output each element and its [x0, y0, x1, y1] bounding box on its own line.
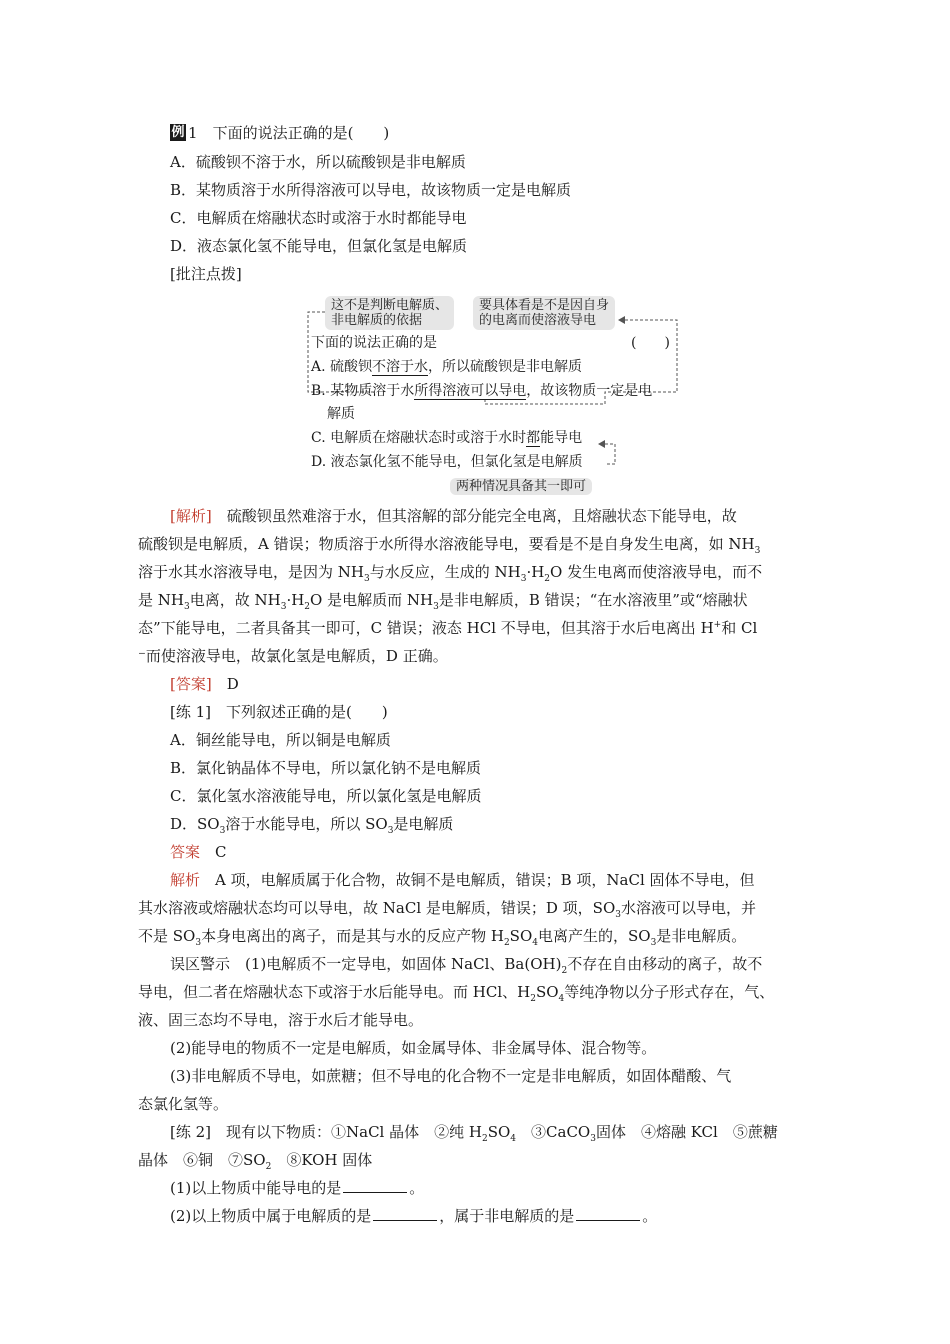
figure-stem: 下面的说法正确的是: [311, 335, 437, 351]
analysis-line-6: ⁻而使溶液导电，故氯化氢是电解质，D 正确。: [138, 647, 448, 665]
figure-option-d: D. 液态氯化氢不能导电，但氯化氢是电解质: [311, 454, 583, 470]
figure-option-b: B. 某物质溶于水所得溶液可以导电，故该物质一定是电: [311, 383, 653, 399]
answer-blank-electrolyte[interactable]: [373, 1206, 437, 1221]
analysis-line-4: 是 $NH_3$电离，故 $NH_3\cdot H_2O$ 是电解质而 $NH_3$是非电解质，B 错误；“在水溶液里”或“熔融状: [138, 591, 748, 612]
practice1-analysis-3: 不是 $SO_3$本身电离出的离子，而是其与水的反应产物 $H_2SO_4$电离产生的，$SO_3$是非电解质。: [138, 927, 747, 948]
answer-blank-nonelectrolyte[interactable]: [576, 1206, 640, 1221]
practice1-option-b: B．氯化钠晶体不导电，所以氯化钠不是电解质: [170, 759, 482, 777]
practice2-line-2: 晶体 ⑥铜 $⑦SO_2$ ⑧KOH 固体: [138, 1151, 373, 1172]
analysis-line-1: [解析] 硫酸钡虽然难溶于水，但其溶解的部分能完全电离，且熔融状态下能导电，故: [170, 507, 737, 525]
analysis-line-2: 硫酸钡是电解质，A 错误；物质溶于水所得水溶液能导电，要看是不是自身发生电离，如 $NH_3$: [138, 535, 761, 556]
practice1-stem: [练 1] 下列叙述正确的是( ): [170, 703, 388, 721]
example-option-c: C．电解质在熔融状态时或溶于水时都能导电: [170, 209, 467, 227]
bubble-self-ionization: 要具体看是不是因自身 的电离而使溶液导电: [473, 296, 615, 330]
arrowhead-right: [618, 316, 625, 324]
example-tag: 例: [171, 125, 185, 140]
warning-line-4: (2)能导电的物质不一定是电解质，如金属导体、非金属导体、混合物等。: [170, 1039, 657, 1057]
warning-line-1: 误区警示 (1)电解质不一定导电，如固体 NaCl、$Ba(OH)_2$不存在自由移动的离子，故不: [170, 955, 763, 976]
warning-line-2: 导电，但二者在熔融状态下或溶于水后能导电。而 HCl、$H_2SO_4$等纯净物以分子形式存在，气、: [138, 983, 775, 1004]
figure-option-c: C. 电解质在熔融状态时或溶于水时都能导电: [311, 430, 583, 446]
practice1-option-a: A．铜丝能导电，所以铜是电解质: [170, 731, 391, 749]
warning-line-6: 态氯化氢等。: [138, 1095, 229, 1113]
analysis-line-5: 态”下能导电，二者具备其一即可，C 错误；液态 HCl 不导电，但其溶于水后电离出 H+和 Cl: [138, 619, 758, 637]
practice2-line-1: [练 2] 现有以下物质：①NaCl 晶体 ②纯 $H_2SO_4$ ③CaCO$_3$固体 ④熔融 KCl ⑤蔗糖: [170, 1123, 778, 1144]
practice1-analysis-1: 解析 A 项，电解质属于化合物，故铜不是电解质，错误；B 项，NaCl 固体不导电，但: [170, 871, 755, 889]
practice1-analysis-2: 其水溶液或熔融状态均可以导电，故 NaCl 是电解质，错误；D 项，$SO_3$水溶液可以导电，并: [138, 899, 756, 920]
practice1-answer: 答案 C: [170, 843, 227, 861]
example-option-b: B．某物质溶于水所得溶液可以导电，故该物质一定是电解质: [170, 181, 572, 199]
answer-blank-conductive[interactable]: [343, 1178, 407, 1193]
warning-line-3: 液、固三态均不导电，溶于水后才能导电。: [138, 1011, 424, 1029]
practice1-option-c: C．氯化氢水溶液能导电，所以氯化氢是电解质: [170, 787, 482, 805]
figure-paren: ( ): [631, 335, 670, 351]
answer-1: [答案] D: [170, 675, 239, 693]
bubble-either-case: 两种情况具备其一即可: [450, 478, 592, 495]
analysis-line-3: 溶于水其水溶液导电，是因为 $NH_3$与水反应，生成的 $NH_3\cdot H_2O$ 发生电离而使溶液导电，而不: [138, 563, 763, 584]
example-option-d: D．液态氯化氢不能导电，但氯化氢是电解质: [170, 237, 468, 255]
arrow-line-bottom: [605, 444, 615, 464]
warning-line-5: (3)非电解质不导电，如蔗糖；但不导电的化合物不一定是非电解质，如固体醋酸、气: [170, 1067, 732, 1085]
bubble-not-criterion: 这不是判断电解质、 非电解质的依据: [325, 296, 454, 330]
figure-option-b-wrap: 解质: [327, 406, 355, 422]
example-option-a: A．硫酸钡不溶于水，所以硫酸钡是非电解质: [170, 153, 466, 171]
arrowhead-bottom: [598, 440, 605, 448]
annotation-heading: [批注点拨]: [170, 265, 242, 283]
practice2-question-1: (1)以上物质中能导电的是 。: [170, 1179, 425, 1197]
example-stem: 1 下面的说法正确的是( ): [188, 124, 390, 142]
annotation-figure: [305, 292, 680, 498]
practice2-question-2: (2)以上物质中属于电解质的是 ，属于非电解质的是 。: [170, 1207, 658, 1225]
practice1-option-d: D．$SO_3$溶于水能导电，所以 $SO_3$是电解质: [170, 815, 454, 836]
figure-option-a: A. 硫酸钡不溶于水，所以硫酸钡是非电解质: [311, 359, 583, 375]
